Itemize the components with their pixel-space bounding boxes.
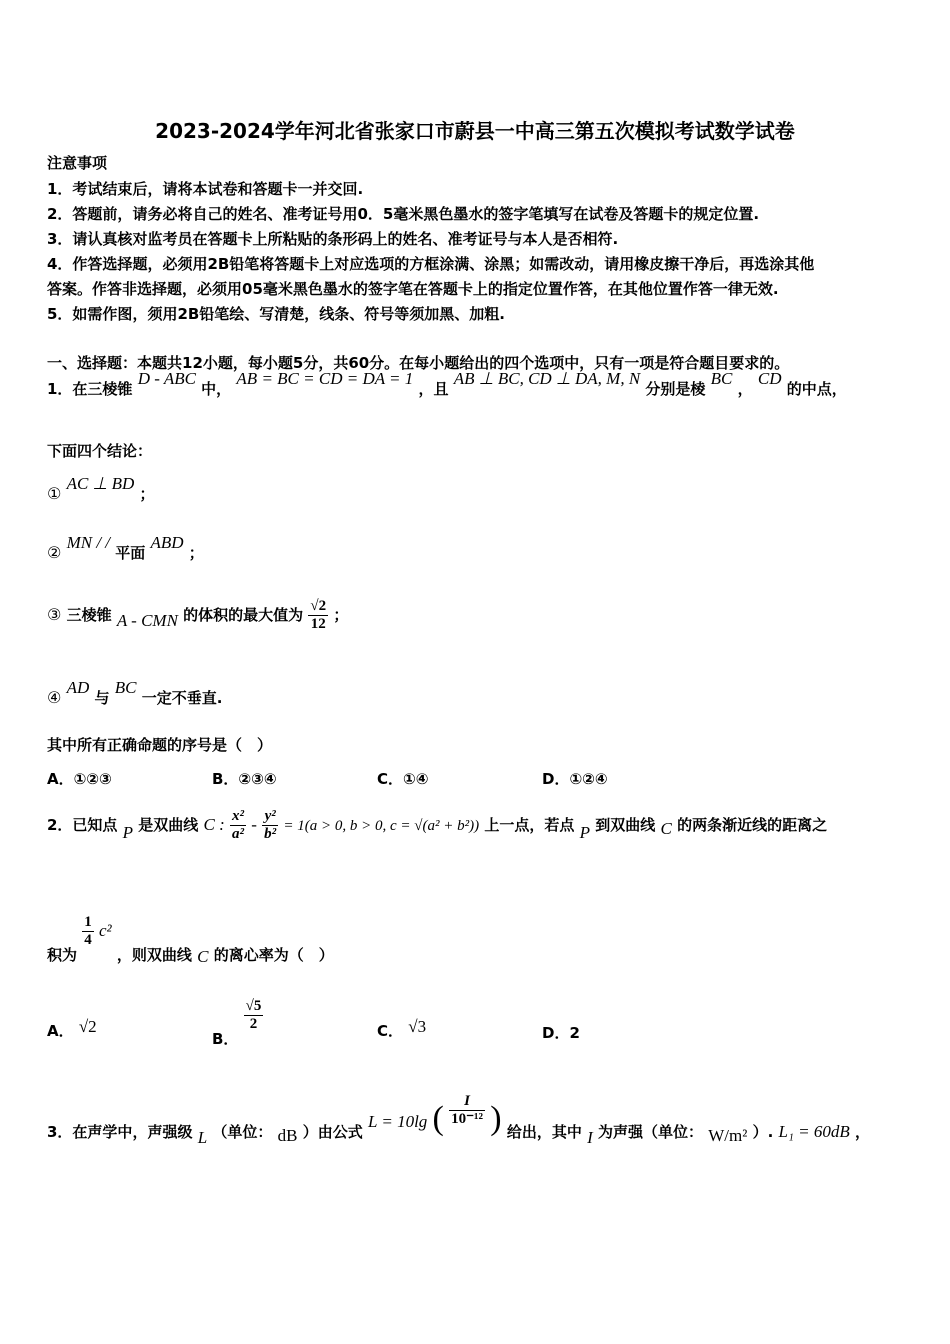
question-2 bbox=[47, 808, 827, 843]
statement-number: ② bbox=[47, 543, 62, 562]
q2-stem: 上一点，若点 bbox=[484, 816, 575, 834]
math: L = 10lg bbox=[367, 1112, 428, 1131]
statement-text: 一定不垂直. bbox=[141, 689, 223, 707]
q1-intro: 下面四个结论： bbox=[47, 442, 153, 460]
punct: ； bbox=[188, 544, 204, 562]
q3-stem: ）由公式 bbox=[302, 1123, 363, 1141]
denominator: a² bbox=[232, 826, 245, 842]
math: C bbox=[197, 947, 209, 966]
q1-stem: 1．在三棱锥 bbox=[47, 380, 133, 398]
q1-stem: ，且 bbox=[418, 380, 449, 398]
fraction bbox=[308, 598, 328, 633]
numerator: √5 bbox=[245, 998, 262, 1014]
notice-item: 1．考试结束后，请将本试卷和答题卡一并交回. bbox=[47, 180, 364, 198]
q1-option-a: A．①②③ bbox=[47, 770, 112, 788]
q1-option-b: B．②③④ bbox=[212, 770, 277, 788]
q2-stem: 的两条渐近线的距离之 bbox=[677, 816, 828, 834]
q3-stem: 3．在声学中，声强级 bbox=[47, 1123, 193, 1141]
q1-option-d: D．①②④ bbox=[542, 770, 608, 788]
option-label: A． bbox=[47, 1022, 74, 1040]
denominator: b² bbox=[264, 826, 277, 842]
q2-option-c bbox=[377, 1017, 427, 1041]
q2-stem: 2．已知点 bbox=[47, 816, 118, 834]
option-label: C． bbox=[377, 1022, 404, 1040]
math: √2 bbox=[78, 1017, 97, 1036]
math: C : bbox=[203, 815, 225, 834]
question-3 bbox=[47, 1086, 870, 1147]
denominator: 12 bbox=[310, 616, 326, 632]
statement-number: ④ bbox=[47, 688, 62, 707]
notice-item: 5．如需作图，须用2B铅笔绘、写清楚，线条、符号等须加黑、加粗. bbox=[47, 305, 506, 323]
numerator: 1 bbox=[84, 914, 92, 930]
punct: ； bbox=[333, 606, 349, 624]
math: D - ABC bbox=[137, 369, 196, 388]
math: BC bbox=[114, 678, 137, 697]
q1-stem: 中， bbox=[201, 380, 232, 398]
notice-item: 3．请认真核对监考员在答题卡上所粘贴的条形码上的姓名、准考证号与本人是否相符. bbox=[47, 230, 619, 248]
math: AC ⊥ BD bbox=[66, 474, 135, 493]
notice-item: 答案。作答非选择题，必须用05毫米黑色墨水的签字笔在答题卡上的指定位置作答，在其他位置作答一律无效. bbox=[47, 280, 779, 298]
math: CD bbox=[757, 369, 782, 388]
q2-stem: 积为 bbox=[47, 946, 78, 964]
math: P bbox=[579, 823, 591, 842]
q2-option-a bbox=[47, 1017, 97, 1041]
math: √3 bbox=[408, 1017, 427, 1036]
denominator: 2 bbox=[249, 1016, 258, 1032]
math: dB bbox=[277, 1126, 298, 1145]
q2-stem: 的离心率为（ ） bbox=[213, 946, 334, 964]
fraction bbox=[244, 998, 264, 1033]
punct: ， bbox=[854, 1123, 870, 1141]
q2-stem: 是双曲线 bbox=[138, 816, 199, 834]
punct: ； bbox=[139, 485, 155, 503]
math: I bbox=[587, 1128, 593, 1147]
q1-statement-1 bbox=[47, 474, 155, 504]
fraction bbox=[262, 808, 278, 843]
q1-option-c: C．①④ bbox=[377, 770, 429, 788]
denominator: 4 bbox=[84, 932, 92, 948]
numerator: y² bbox=[262, 808, 278, 826]
q1-statement-4 bbox=[47, 678, 223, 708]
q1-statement-2 bbox=[47, 533, 204, 563]
math: L bbox=[197, 1128, 208, 1147]
q2-line-2 bbox=[47, 914, 334, 966]
q1-stem: 的中点， bbox=[786, 380, 847, 398]
statement-text: 与 bbox=[94, 689, 110, 707]
math: A - CMN bbox=[116, 611, 178, 630]
math: MN / / bbox=[66, 533, 111, 552]
paren: ) bbox=[490, 1100, 502, 1137]
math: = 1(a > 0, b > 0, c = √(a² + b²)) bbox=[283, 818, 480, 834]
math: P bbox=[122, 823, 134, 842]
q2-stem: 到双曲线 bbox=[595, 816, 656, 834]
math: C bbox=[660, 819, 672, 838]
q3-stem: ）. bbox=[752, 1123, 774, 1141]
numerator: I bbox=[449, 1093, 485, 1111]
fraction bbox=[82, 914, 94, 949]
notice-heading: 注意事项 bbox=[47, 154, 108, 172]
math: AB = BC = CD = DA = 1 bbox=[236, 369, 414, 388]
q2-stem: ，则双曲线 bbox=[116, 946, 192, 964]
math: W/m² bbox=[708, 1126, 748, 1145]
paren: ( bbox=[432, 1100, 444, 1137]
page-title: 2023-2024学年河北省张家口市蔚县一中高三第五次模拟考试数学试卷 bbox=[155, 119, 795, 143]
denominator: 10⁻¹² bbox=[451, 1111, 484, 1127]
q2-option-b bbox=[212, 998, 263, 1048]
statement-number: ③ bbox=[47, 605, 62, 624]
statement-text: 三棱锥 bbox=[66, 606, 112, 624]
math: AD bbox=[66, 678, 90, 697]
q1-statement-3 bbox=[47, 598, 348, 633]
q1-stem: 分别是棱 bbox=[645, 380, 706, 398]
q1-ask: 其中所有正确命题的序号是（ ） bbox=[47, 736, 273, 754]
math: L₁ = 60dB bbox=[778, 1122, 850, 1141]
notice-item: 4．作答选择题，必须用2B铅笔将答题卡上对应选项的方框涂满、涂黑；如需改动，请用橡皮擦干净后，再选涂其他 bbox=[47, 255, 815, 273]
q3-stem: （单位： bbox=[212, 1123, 273, 1141]
q3-stem: 为声强（单位： bbox=[597, 1123, 703, 1141]
fraction bbox=[230, 808, 246, 843]
statement-number: ① bbox=[47, 484, 62, 503]
q2-option-d: D．2 bbox=[542, 1024, 580, 1042]
numerator: √2 bbox=[310, 598, 327, 614]
option-label: B． bbox=[212, 1030, 239, 1048]
math: AB ⊥ BC, CD ⊥ DA, M, N bbox=[453, 369, 641, 388]
notice-item: 2．答题前，请务必将自己的姓名、准考证号用0．5毫米黑色墨水的签字笔填写在试卷及答题卡的规定位置. bbox=[47, 205, 760, 223]
fraction bbox=[449, 1093, 485, 1128]
statement-text: 平面 bbox=[115, 544, 146, 562]
q3-stem: 给出，其中 bbox=[506, 1123, 582, 1141]
section-heading: 一、选择题：本题共12小题，每小题5分，共60分。在每小题给出的四个选项中，只有一项是符合题目要求的。 bbox=[47, 354, 790, 372]
q1-stem: ， bbox=[737, 380, 753, 398]
question-1 bbox=[47, 369, 847, 399]
statement-text: 的体积的最大值为 bbox=[183, 606, 304, 624]
math: ABD bbox=[150, 533, 184, 552]
math: BC bbox=[710, 369, 733, 388]
math: - bbox=[251, 815, 257, 834]
math: c² bbox=[98, 921, 112, 940]
numerator: x² bbox=[232, 808, 245, 824]
